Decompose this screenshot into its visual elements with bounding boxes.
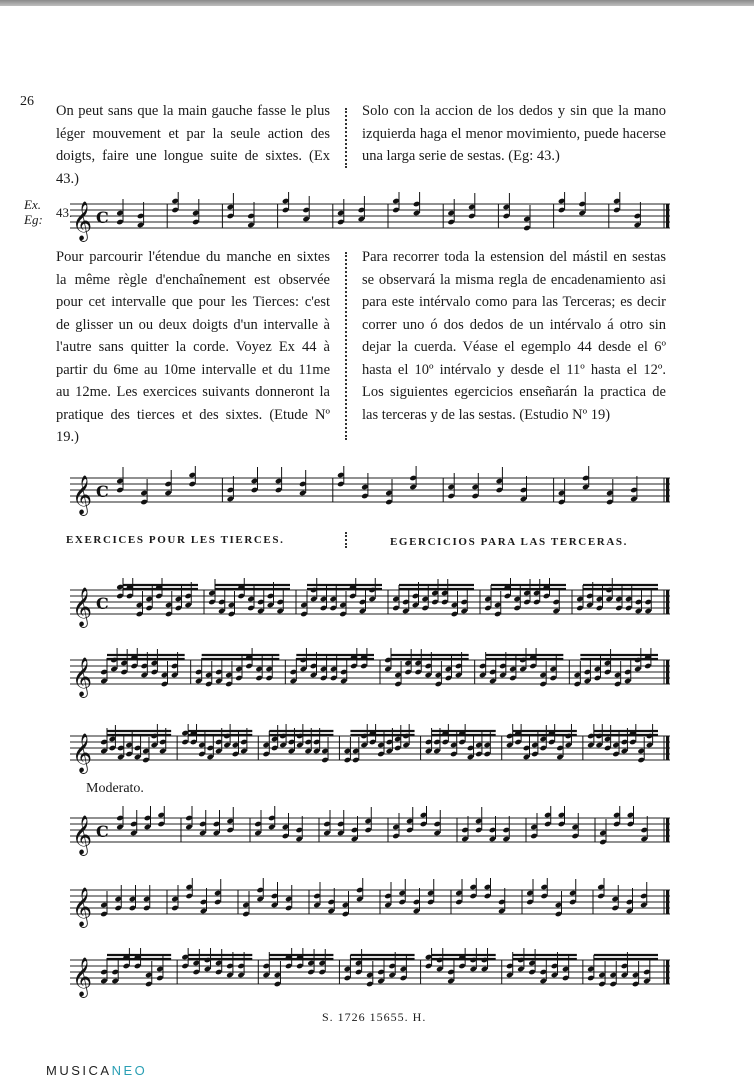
top-border (0, 0, 754, 6)
music-staff-sixtes-2 (70, 878, 670, 930)
example-label-ex: Ex. (24, 197, 41, 212)
final-bar-line (666, 890, 669, 914)
final-bar-line (666, 736, 669, 760)
music-staff-sixtes-1 (70, 806, 670, 858)
final-bar-line (666, 818, 669, 842)
music-staff-example-44 (70, 466, 670, 518)
text-block-es-1: Solo con la accion de los dedos y sin que la mano izquierda haga el menor movimiento, puede hacerse una larga serie de sestas. (Eg: 43.) (362, 103, 666, 164)
column-divider (345, 108, 347, 168)
brand-logo: MUSICANEO (46, 1063, 148, 1078)
text-block-es-2: Para recorrer toda la estension del mástil en sestas se observará la misma regla de encadenamiento asi para este intérvalo como para las Terceras; es decir correr uno ó dos dedos de un intérvalo á otro sin dejar la cuerda. Véase el egemplo 44 desde el 6º hasta el 10º intérvalo y desde el 11º hasta el 12º. Los siguientes egercicios enseñarán la practica de las terceras y de las sestas. (Estudio Nº 19) (362, 249, 666, 423)
treble-clef-icon: 𝄞 (72, 201, 93, 241)
treble-clef-icon: 𝄞 (72, 587, 93, 627)
common-time-icon: C (96, 208, 109, 227)
treble-clef-icon: 𝄞 (72, 475, 93, 515)
heading-divider (345, 532, 347, 548)
heading-fr: EXERCICES POUR LES TIERCES. (66, 534, 285, 546)
music-staff-example-43 (70, 192, 670, 244)
tempo-marking: Moderato. (86, 781, 144, 796)
treble-clef-icon: 𝄞 (72, 815, 93, 855)
treble-clef-icon: 𝄞 (72, 887, 93, 927)
page-number: 26 (20, 94, 34, 109)
music-staff-sixtes-3 (70, 948, 670, 1000)
column-divider-2 (345, 252, 347, 440)
heading-es: EGERCICIOS PARA LAS TERCERAS. (390, 536, 628, 548)
common-time-icon: C (96, 482, 109, 501)
example-label-eg: Eg: (24, 212, 43, 227)
treble-clef-icon: 𝄞 (72, 957, 93, 997)
text-block-fr-2: Pour parcourir l'étendue du manche en sixtes la même règle d'enchaînement est observée pour cet intervalle que pour les Tierces: c'est de glisser un ou deux doigts d'un intervalle à l'autre sans quitter la corde. Voyez Ex 44 à partir du 6me au 10me intervalle et du 11me au 12me. Les exercices suivants donneront la pratique des tierces et des sixtes. (Etude Nº 19.) (56, 249, 330, 445)
final-bar-line (666, 960, 669, 984)
plate-number: S. 1726 15655. H. (322, 1010, 427, 1024)
example-number: 43. (56, 205, 73, 220)
common-time-icon: C (96, 822, 109, 841)
final-bar-line (666, 660, 669, 684)
final-bar-line (666, 478, 669, 502)
text-block-fr-1: On peut sans que la main gauche fasse le plus léger mouvement et par la seule action des doigts, faire une longue suite de sixtes. (Ex 43.) (56, 103, 330, 187)
music-staff-tierces-3 (70, 724, 670, 776)
common-time-icon: C (96, 594, 109, 613)
music-staff-tierces-1 (70, 578, 670, 630)
treble-clef-icon: 𝄞 (72, 657, 93, 697)
music-staff-tierces-2 (70, 648, 670, 700)
final-bar-line (666, 204, 669, 228)
final-bar-line (666, 590, 669, 614)
treble-clef-icon: 𝄞 (72, 733, 93, 773)
